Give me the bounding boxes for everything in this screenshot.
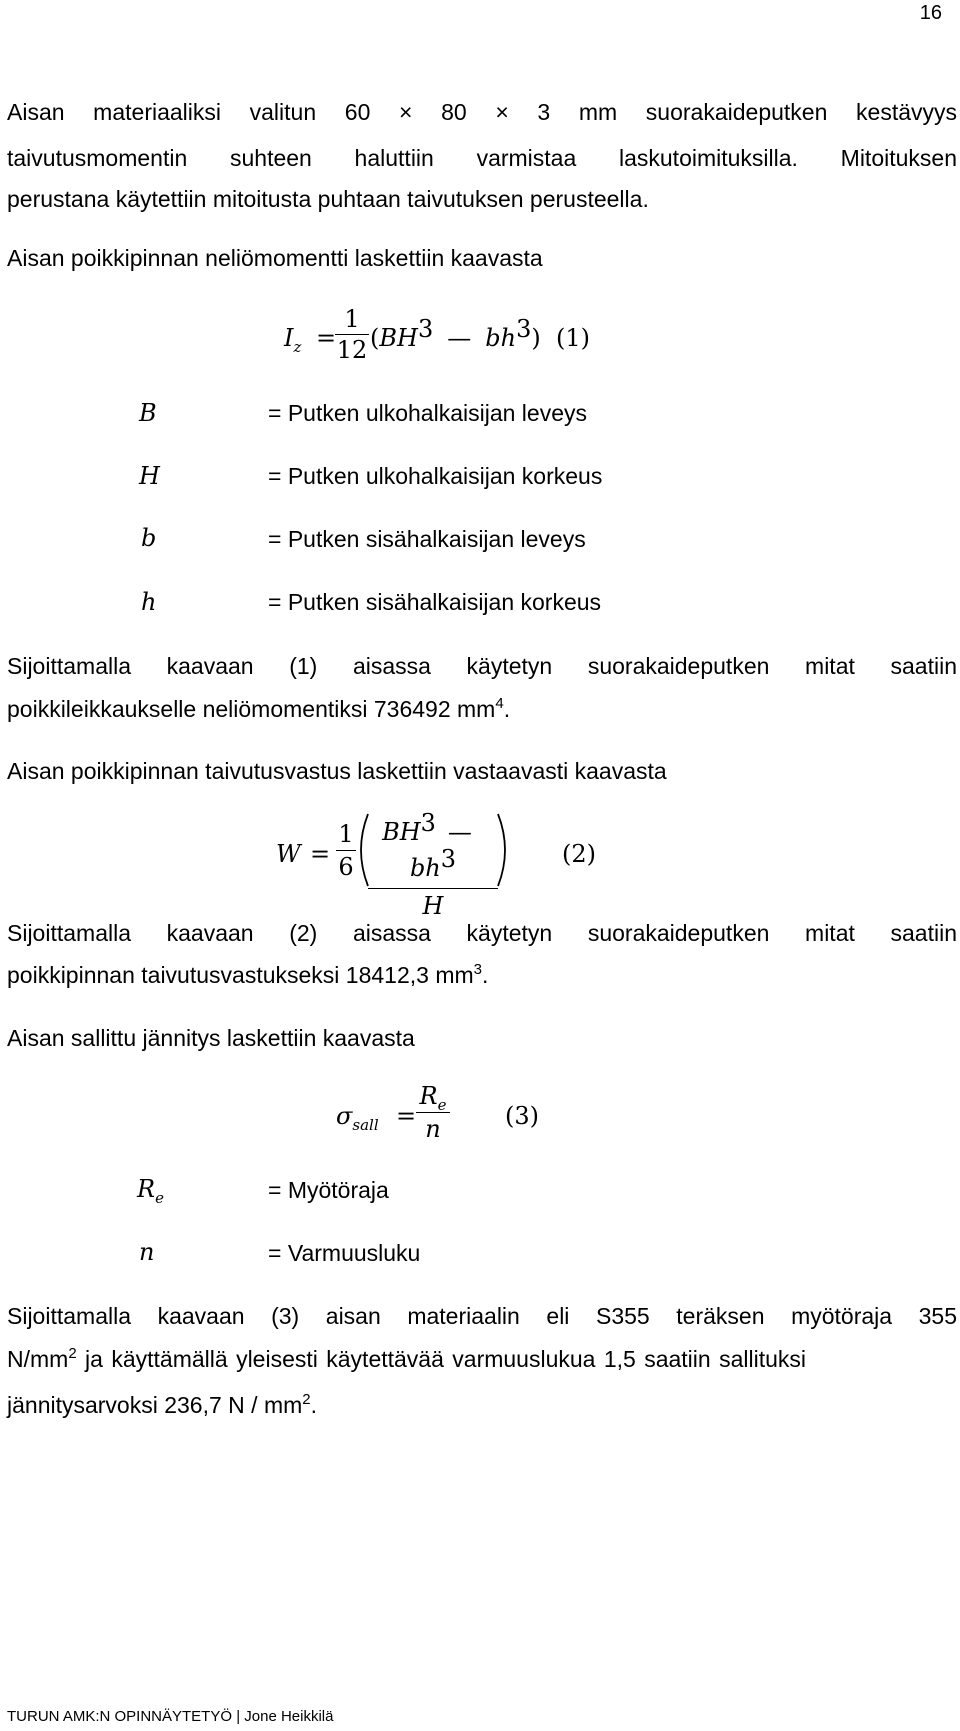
eq2-exp2: 3 bbox=[440, 845, 457, 873]
eq2-denominator: 6 bbox=[338, 853, 354, 881]
eq2-equals: = bbox=[310, 840, 331, 868]
para7-line1: Sijoittamalla kaavaan (3) aisan materiaalin eli S355 teräksen myötöraja 355 bbox=[7, 1303, 957, 1329]
def1-symbol-b: b bbox=[141, 524, 157, 552]
footer-author: Jone Heikkilä bbox=[244, 1708, 334, 1725]
def1-text-B: = Putken ulkohalkaisijan leveys bbox=[268, 400, 587, 426]
footer-org: TURUN AMK:N OPINNÄYTETYÖ bbox=[7, 1708, 233, 1725]
eq1-fraction bbox=[335, 304, 369, 365]
eq2-inner-fraction bbox=[368, 809, 498, 923]
eq1-denominator: 12 bbox=[336, 336, 368, 364]
equation-2 bbox=[0, 809, 960, 920]
para5-line1: Sijoittamalla kaavaan (2) aisassa käytetyn suorakaideputken mitat saatiin bbox=[7, 920, 957, 946]
page-number: 16 bbox=[919, 2, 942, 24]
eq2-numerator: 1 bbox=[338, 820, 354, 848]
para3-line2-sup: 4 bbox=[495, 695, 504, 712]
eq2-inner-denominator: H bbox=[422, 892, 444, 920]
eq2-number: (2) bbox=[562, 840, 596, 868]
eq1-number: (1) bbox=[556, 324, 590, 352]
def1-symbol-H: H bbox=[139, 462, 160, 490]
para7-line3-text: jännitysarvoksi 236,7 N / mm bbox=[7, 1392, 303, 1418]
eq3-num-sub: e bbox=[437, 1096, 447, 1114]
para5-line2-sup: 3 bbox=[473, 961, 482, 978]
para7-line2 bbox=[7, 1346, 957, 1373]
eq2-BH: BH bbox=[382, 818, 421, 846]
eq2-inner-numerator: $BH^3$ $—bh^3$ bbox=[382, 809, 472, 882]
para7-line2-sup: 2 bbox=[68, 1345, 77, 1362]
def1-symbol-B: B bbox=[139, 399, 157, 427]
para1-line2: taivutusmomentin suhteen haluttiin varmistaa laskutoimituksilla. Mitoituksen bbox=[7, 145, 957, 171]
def1-text-b: = Putken sisähalkaisijan leveys bbox=[268, 526, 586, 552]
para7-line3-end: . bbox=[310, 1392, 318, 1418]
def1-text-H: = Putken ulkohalkaisijan korkeus bbox=[268, 463, 603, 489]
eq1-exp1: 3 bbox=[417, 315, 434, 343]
para1-line1: Aisan materiaaliksi valitun 60 × 80 × 3 mm suorakaideputken kestävyys bbox=[7, 99, 957, 125]
para7-line3-sup: 2 bbox=[302, 1391, 311, 1408]
para6-text: Aisan sallittu jännitys laskettiin kaavasta bbox=[7, 1025, 415, 1051]
para3-line2-end: . bbox=[503, 696, 511, 722]
def2-symbol-sub: e bbox=[155, 1189, 164, 1207]
para7-line2-text: ja käyttämällä yleisesti käytettävää varmuuslukua 1,5 saatiin sallituksi bbox=[76, 1346, 806, 1372]
eq3-number: (3) bbox=[505, 1102, 539, 1130]
def1-text-h: = Putken sisähalkaisijan korkeus bbox=[268, 589, 602, 615]
def2-symbol-R: R bbox=[137, 1175, 156, 1203]
eq1-exp2: 3 bbox=[516, 315, 532, 343]
def2-symbol-n: n bbox=[139, 1238, 155, 1266]
para3-line2-text: poikkileikkaukselle neliömomentiksi 736492 mm bbox=[7, 696, 496, 722]
para5-line2 bbox=[7, 962, 488, 989]
def2-symbol-Re bbox=[137, 1175, 164, 1207]
para4-text: Aisan poikkipinnan taivutusvastus laskettiin vastaavasti kaavasta bbox=[7, 758, 667, 784]
eq1-BH: BH bbox=[379, 324, 418, 352]
eq2-exp1: 3 bbox=[420, 809, 436, 837]
page-footer bbox=[7, 1708, 333, 1725]
para5-line2-text: poikkipinnan taivutusvastukseksi 18412,3 mm bbox=[7, 962, 474, 988]
para3-line1: Sijoittamalla kaavaan (1) aisassa käytetyn suorakaideputken mitat saatiin bbox=[7, 653, 957, 679]
footer-separator: | bbox=[232, 1708, 245, 1725]
eq3-equals: = bbox=[396, 1102, 417, 1130]
eq1-numerator: 1 bbox=[344, 305, 360, 333]
def2-text-Re: = Myötöraja bbox=[268, 1177, 389, 1203]
def2-text-n: = Varmuusluku bbox=[268, 1240, 421, 1266]
eq1-equals: = bbox=[316, 324, 337, 352]
eq3-num-R: R bbox=[419, 1082, 438, 1110]
eq3-lhs-sub: sall bbox=[352, 1116, 379, 1134]
eq2-lhs: W bbox=[276, 840, 301, 868]
eq1-lhs-sub: z bbox=[293, 338, 302, 356]
para7-line2-unit: N/mm bbox=[7, 1346, 69, 1372]
para3-line2 bbox=[7, 696, 510, 723]
eq2-bh: bh bbox=[409, 854, 441, 882]
eq3-lhs: σ bbox=[336, 1102, 353, 1130]
eq3-numerator bbox=[416, 1080, 450, 1112]
eq3-fraction bbox=[416, 1080, 450, 1145]
para7-line3 bbox=[7, 1392, 317, 1419]
equation-3 bbox=[0, 1078, 960, 1158]
para2-text: Aisan poikkipinnan neliömomentti laskettiin kaavasta bbox=[7, 245, 543, 271]
def1-symbol-h: h bbox=[141, 588, 157, 616]
eq3-denominator: n bbox=[425, 1115, 441, 1143]
eq2-right-paren bbox=[494, 812, 514, 888]
eq1-lhs: I bbox=[284, 324, 294, 352]
eq1-bh: bh bbox=[485, 324, 517, 352]
para1-line3: perustana käytettiin mitoitusta puhtaan taivutuksen perusteella. bbox=[7, 186, 649, 212]
eq1-body: ($BH^3$ — $bh^3$) bbox=[370, 315, 541, 352]
equation-1 bbox=[0, 300, 960, 380]
para5-line2-end: . bbox=[481, 962, 489, 988]
